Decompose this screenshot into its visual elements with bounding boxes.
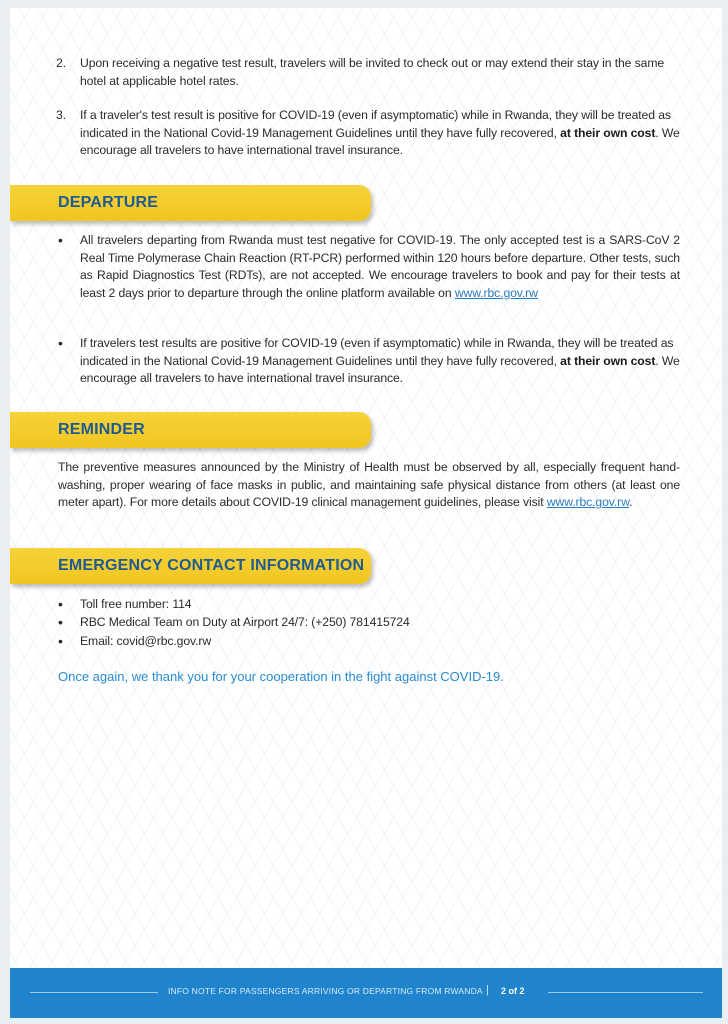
footer-divider-right bbox=[548, 992, 703, 993]
section-heading-departure: DEPARTURE bbox=[58, 194, 159, 211]
departure-bullet-2 bbox=[80, 335, 680, 388]
list-item-3 bbox=[80, 107, 680, 160]
document-page bbox=[10, 8, 722, 1018]
section-heading-reminder: REMINDER bbox=[58, 421, 145, 438]
footer-divider-left bbox=[30, 992, 158, 993]
reminder-paragraph bbox=[58, 459, 680, 512]
toll-free-number: Toll free number: 114 bbox=[80, 597, 192, 611]
footer-title: INFO NOTE FOR PASSENGERS ARRIVING OR DEPARTING FROM RWANDA bbox=[168, 986, 483, 996]
bold-emphasis: at their own cost bbox=[560, 125, 656, 140]
rbc-website-link[interactable]: www.rbc.gov.rw bbox=[454, 285, 538, 300]
thank-you-note: Once again, we thank you for your cooperation in the fight against COVID-19. bbox=[58, 669, 504, 684]
list-item-text: . We encourage all travelers to have international travel insurance. bbox=[80, 125, 680, 157]
departure-bullet-1 bbox=[80, 232, 680, 302]
list-number: 2. bbox=[56, 56, 67, 70]
rbc-website-link[interactable]: www.rbc.gov.rw bbox=[546, 495, 630, 509]
list-number: 3. bbox=[56, 108, 67, 122]
list-item-2 bbox=[80, 55, 680, 90]
airport-medical-team-phone: RBC Medical Team on Duty at Airport 24/7: (+250) 781415724 bbox=[80, 615, 410, 629]
bullet-text: . We encourage all travelers to have international travel insurance. bbox=[80, 353, 680, 385]
reminder-text-end: . bbox=[629, 495, 633, 509]
bold-emphasis: at their own cost bbox=[560, 353, 656, 368]
list-item-text: If a traveler's test result is positive for COVID-19 (even if asymptomatic) while in Rwanda, they will be treated as indicated in the National Covid-19 Management Guidelines until they have fully recovered, bbox=[80, 108, 671, 140]
list-item-text: Upon receiving a negative test result, travelers will be invited to check out or may extend their stay in the same hotel at applicable hotel rates. bbox=[80, 56, 665, 88]
bullet-icon: • bbox=[58, 335, 63, 351]
bullet-icon: • bbox=[58, 232, 63, 248]
page-footer bbox=[10, 968, 722, 1018]
bullet-text: If travelers test results are positive for COVID-19 (even if asymptomatic) while in Rwanda, they will be treated as indicated in the National Covid-19 Management Guidelines until they have fully recovered, bbox=[80, 336, 674, 368]
bullet-icon: • bbox=[58, 596, 63, 612]
bullet-icon: • bbox=[58, 633, 63, 649]
page-number: 2 of 2 bbox=[501, 986, 525, 996]
reminder-banner bbox=[10, 412, 371, 448]
contact-email: Email: covid@rbc.gov.rw bbox=[80, 634, 212, 648]
footer-separator: | bbox=[486, 984, 489, 996]
section-heading-emergency: EMERGENCY CONTACT INFORMATION bbox=[58, 557, 365, 574]
bullet-text: All travelers departing from Rwanda must test negative for COVID-19. The only accepted test is a SARS-CoV 2 Real Time Polymerase Chain Reaction (RT-PCR) performed within 120 hours before departure. Other tests, such as Rapid Diagnostics Test (RDTs), are not accepted. We encourage travelers to book and pay for their tests at least 2 days prior to departure through the online platform available on bbox=[80, 233, 680, 300]
departure-banner bbox=[10, 185, 371, 221]
emergency-banner bbox=[10, 548, 371, 584]
reminder-text: The preventive measures announced by the Ministry of Health must be observed by all, especially frequent hand-washing, proper wearing of face masks in public, and maintaining safe physical distance from others (at least one meter apart). For more details about COVID-19 clinical management guidelines, please visit bbox=[58, 460, 680, 509]
bullet-icon: • bbox=[58, 614, 63, 630]
